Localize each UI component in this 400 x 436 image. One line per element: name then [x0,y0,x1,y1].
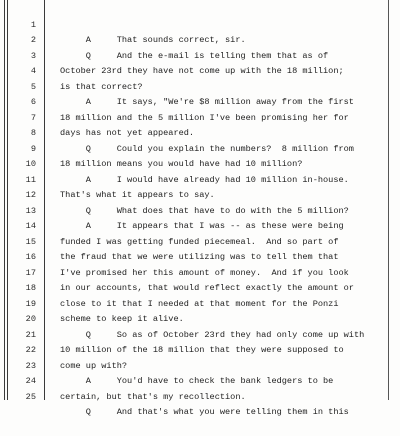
line-text: October 23rd they have not come up with the 18 million; [60,66,344,76]
line-number: 23 [25,360,36,371]
line-number: 10 [25,159,36,169]
line-text: is that correct? [60,81,143,92]
line-number: 17 [25,267,36,278]
line-number: 3 [30,50,36,61]
line-text: 18 million means you would have had 10 million? [60,159,303,169]
line-text: A You'd have to check the bank ledgers to be [60,376,334,386]
line-text: scheme to keep it alive. [60,314,184,324]
line-number: 5 [30,81,36,92]
line-number: 16 [25,252,36,262]
line-text: come up with? [60,360,128,371]
line-number: 4 [30,66,36,76]
line-text: A It says, "We're $8 million away from the first [60,97,354,107]
line-text: Q And the e-mail is telling them that as of [60,50,329,61]
line-text: certain, but that's my recollection. [60,391,246,402]
transcript-line [0,2,400,45]
line-text: the fraud that we were utilizing was to tell them that [60,252,339,262]
line-number: 6 [30,97,36,107]
line-text: A I would have already had 10 million in-house. [60,174,349,185]
line-text: in our accounts, that would reflect exactly the amount or [60,283,354,293]
line-text: That's what it appears to say. [60,190,215,200]
line-text: close to it that I needed at that moment for the Ponzi [60,298,339,309]
line-text: days has not yet appeared. [60,128,195,138]
line-text: funded I was getting funded piecemeal. And so part of [60,236,339,247]
line-text: Q What does that have to do with the 5 million? [60,205,349,216]
line-number: 12 [25,190,36,200]
line-number: 2 [30,35,36,45]
line-text: Q And that's what you were telling them in this [60,407,349,417]
line-text: I've promised her this amount of money. And if you look [60,267,349,278]
line-text: 18 million and the 5 million I've been promising her for [60,112,349,123]
line-number: 11 [25,174,36,185]
line-text: 10 million of the 18 million that they were supposed to [60,345,344,355]
line-number: 13 [25,205,36,216]
line-text: A It appears that I was -- as these were being [60,221,344,231]
line-number: 14 [25,221,36,231]
line-number: 18 [25,283,36,293]
line-text: Q So as of October 23rd they had only come up with [60,329,365,340]
transcript-lines [0,2,400,417]
line-number: 7 [30,112,36,123]
line-number: 9 [30,143,36,154]
line-number: 19 [25,298,36,309]
line-number: 21 [25,329,36,340]
line-text: Q Could you explain the numbers? 8 million from [60,143,354,154]
line-number: 8 [30,128,36,138]
line-text: A That sounds correct, sir. [60,35,246,45]
line-number: 20 [25,314,36,324]
line-number: 24 [25,376,36,386]
line-number: 22 [25,345,36,355]
line-number: 15 [25,236,36,247]
line-number: 1 [30,19,36,30]
line-number: 25 [25,391,36,402]
